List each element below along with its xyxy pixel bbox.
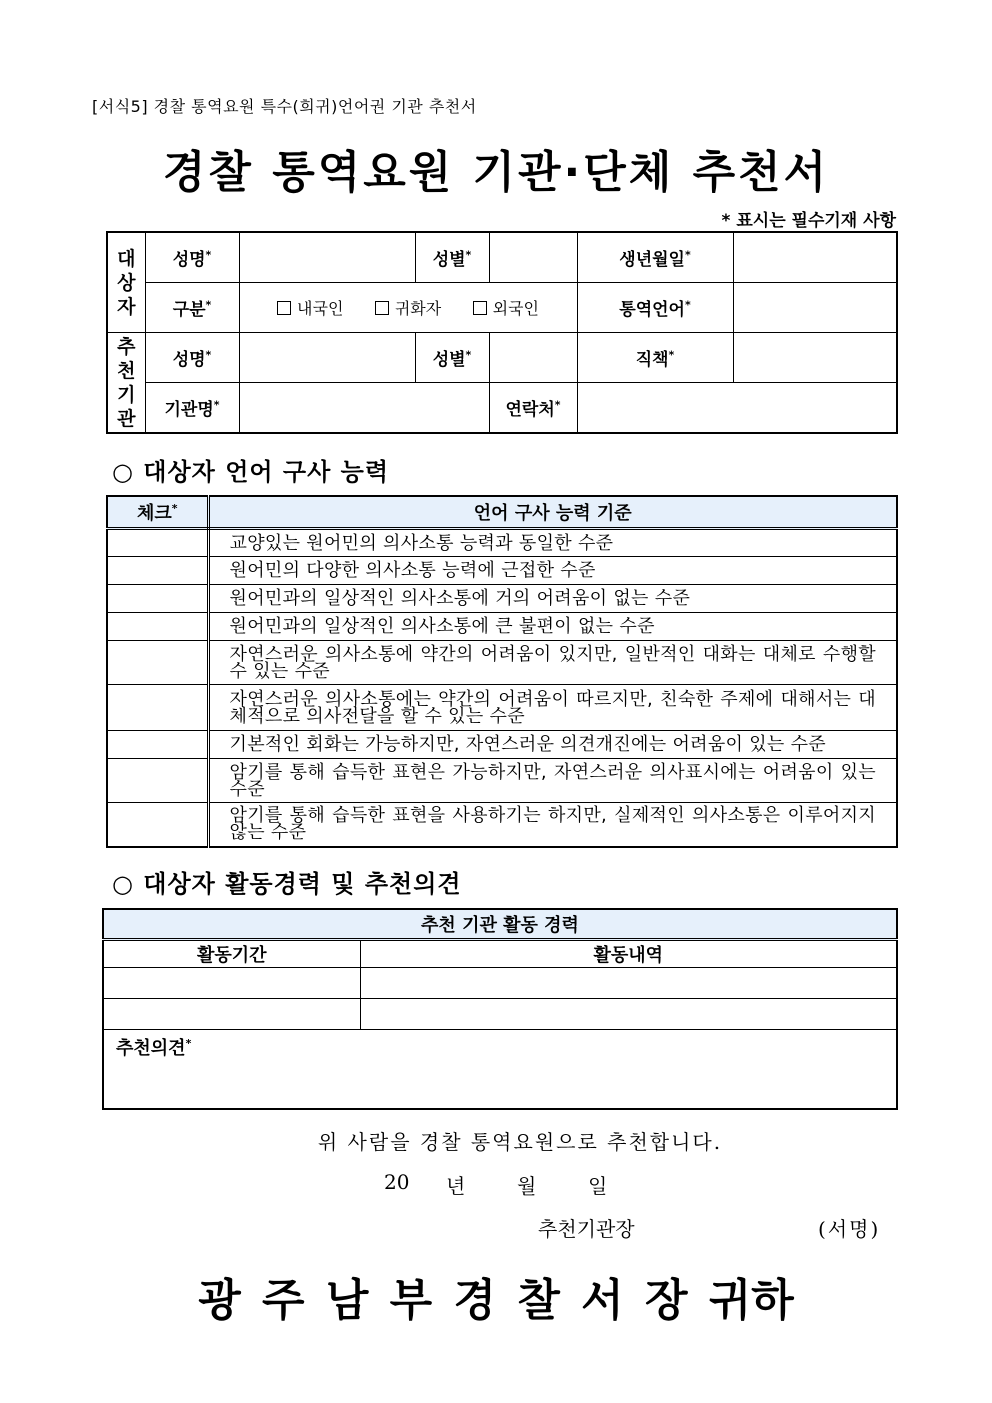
checkbox-icon[interactable] <box>277 301 291 315</box>
opinion-label: 추천의견 <box>116 1038 186 1059</box>
org-label: 기관명* <box>145 383 239 434</box>
criteria-row: 자연스러운 의사소통에는 약간의 어려움이 따르지만, 친숙한 주제에 대해서는 대체적으로 의사전달을 할 수 있는 수준 <box>208 685 897 731</box>
required-note: * 표시는 필수기재 사항 <box>721 211 896 231</box>
criteria-row: 원어민의 다양한 의사소통 능력에 근접한 수준 <box>208 557 897 585</box>
check-cell[interactable] <box>107 803 208 847</box>
check-cell[interactable] <box>107 641 208 685</box>
criteria-row: 기본적인 회화는 가능하지만, 자연스러운 의견개진에는 어려움이 있는 수준 <box>208 731 897 759</box>
criteria-row: 교양있는 원어민의 의사소통 능력과 동일한 수준 <box>208 529 897 557</box>
target-name-label: 성명* <box>145 232 239 283</box>
page-title: 경찰 통역요원 기관·단체 추천서 <box>162 147 830 198</box>
activity-table <box>102 908 898 1110</box>
check-cell[interactable] <box>107 557 208 585</box>
target-gender-label: 성별* <box>415 232 489 283</box>
recommendation-statement: 위 사람을 경찰 통역요원으로 추천합니다. <box>317 1130 723 1154</box>
criteria-row: 자연스러운 의사소통에 약간의 어려움이 있지만, 일반적인 대화는 대체로 수행할 수 있는 수준 <box>208 641 897 685</box>
criteria-row: 원어민과의 일상적인 의사소통에 큰 불편이 없는 수준 <box>208 613 897 641</box>
check-cell[interactable] <box>107 731 208 759</box>
details-header: 활동내역 <box>360 940 897 968</box>
period-field[interactable] <box>103 968 360 999</box>
language-field[interactable] <box>733 283 897 333</box>
criteria-row: 암기를 통해 습득한 표현은 가능하지만, 자연스러운 의사표시에는 어려움이 있는 수준 <box>208 759 897 803</box>
details-field[interactable] <box>360 999 897 1030</box>
option-domestic[interactable]: 내국인 <box>277 296 343 319</box>
check-cell[interactable] <box>107 685 208 731</box>
form-label: [서식5] 경찰 통역요원 특수(희귀)언어권 기관 추천서 <box>92 97 477 116</box>
category-label: 구분* <box>145 283 239 333</box>
contact-label: 연락처* <box>489 383 577 434</box>
checkbox-icon[interactable] <box>375 301 389 315</box>
category-options <box>239 283 577 333</box>
check-cell[interactable] <box>107 759 208 803</box>
recommender-name-label: 성명* <box>145 333 239 383</box>
date-year-unit: 년 <box>446 1174 466 1198</box>
check-cell[interactable] <box>107 529 208 557</box>
applicant-info-table <box>106 231 898 434</box>
target-group-label: 대 상 자 <box>107 232 145 333</box>
check-cell[interactable] <box>107 585 208 613</box>
language-ability-table <box>106 495 898 848</box>
section-heading-language: ○ 대상자 언어 구사 능력 <box>112 457 390 486</box>
target-gender-field[interactable] <box>489 232 577 283</box>
period-field[interactable] <box>103 999 360 1030</box>
signer-title: 추천기관장 <box>538 1217 635 1241</box>
position-label: 직책* <box>577 333 733 383</box>
addressee: 광 주 남 부 경 찰 서 장 귀하 <box>198 1275 794 1326</box>
checkbox-icon[interactable] <box>473 301 487 315</box>
section-heading-activity: ○ 대상자 활동경력 및 추천의견 <box>112 869 462 898</box>
check-cell[interactable] <box>107 613 208 641</box>
position-field[interactable] <box>733 333 897 383</box>
signature-field[interactable]: (서명) <box>818 1217 881 1241</box>
details-field[interactable] <box>360 968 897 999</box>
criteria-row: 암기를 통해 습득한 표현을 사용하기는 하지만, 실제적인 의사소통은 이루어지지 않는 수준 <box>208 803 897 847</box>
option-foreigner[interactable]: 외국인 <box>473 296 539 319</box>
recommender-name-field[interactable] <box>239 333 415 383</box>
birth-field[interactable] <box>733 232 897 283</box>
recommender-group-label: 추 천 기 관 <box>107 333 145 434</box>
criteria-header: 언어 구사 능력 기준 <box>208 496 897 529</box>
activity-table-title: 추천 기관 활동 경력 <box>103 909 897 940</box>
target-name-field[interactable] <box>239 232 415 283</box>
contact-field[interactable] <box>577 383 897 434</box>
date-month-unit: 월 <box>517 1174 537 1198</box>
recommender-gender-label: 성별* <box>415 333 489 383</box>
birth-label: 생년월일* <box>577 232 733 283</box>
org-field[interactable] <box>239 383 489 434</box>
criteria-row: 원어민과의 일상적인 의사소통에 거의 어려움이 없는 수준 <box>208 585 897 613</box>
language-label: 통역언어* <box>577 283 733 333</box>
period-header: 활동기간 <box>103 940 360 968</box>
recommender-gender-field[interactable] <box>489 333 577 383</box>
date-day-unit: 일 <box>588 1174 608 1198</box>
check-header: 체크* <box>107 496 208 529</box>
date-year: 20 <box>384 1170 410 1194</box>
opinion-field[interactable]: 추천의견* <box>103 1030 897 1110</box>
option-naturalized[interactable]: 귀화자 <box>375 296 441 319</box>
